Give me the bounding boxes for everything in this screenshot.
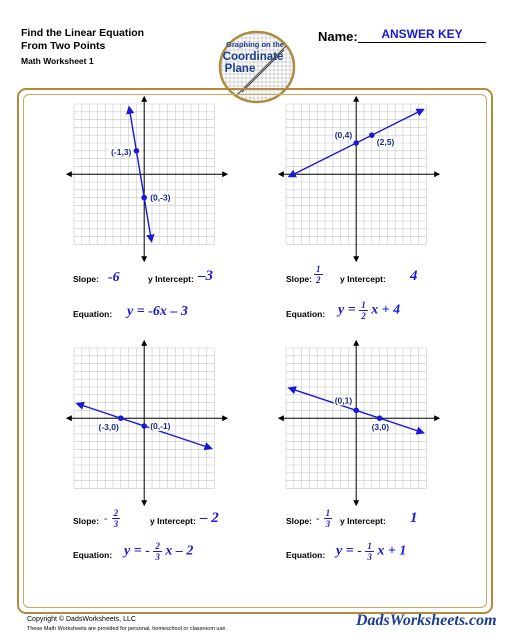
slope-value-2: [314, 264, 323, 285]
equation-body-1: -6x – 3: [148, 304, 188, 319]
slope-value-3: [104, 508, 120, 529]
title-line-1: Find the Linear Equation: [21, 27, 145, 39]
point-label: (-3,0): [98, 422, 119, 433]
slope-fraction-2: [314, 264, 323, 285]
intercept-value-1: –3: [198, 268, 213, 284]
data-point: [141, 423, 147, 429]
usage-note: These Math Worksheets are provided for personal, homeschool or classroom use.: [27, 626, 227, 632]
equation-value-4: [336, 541, 406, 562]
copyright-text: Copyright © DadsWorksheets, LLC: [27, 616, 136, 623]
equation-tail-2: x + 4: [371, 302, 401, 318]
worksheet-title: [21, 27, 144, 53]
equation-y-1: y =: [127, 304, 145, 319]
name-field[interactable]: ANSWER KEY: [358, 27, 486, 43]
coordinate-grid-4: [278, 340, 440, 506]
equation-numerator-4: 1: [367, 541, 372, 551]
point-label: (2,5): [376, 137, 395, 148]
equation-numerator-3: 2: [155, 541, 160, 551]
slope-label-4: Slope:: [286, 516, 312, 526]
equation-y-4: y =: [336, 543, 354, 559]
data-point: [377, 415, 383, 421]
data-point: [134, 148, 140, 154]
coordinate-grid-1: [66, 96, 228, 262]
equation-denominator-4: 3: [367, 552, 372, 562]
point-label: (0,1): [334, 395, 353, 406]
equation-value-3: [124, 541, 193, 562]
equation-value-2: [338, 300, 400, 321]
intercept-value-3: – 2: [200, 510, 219, 526]
slope-value-4: [316, 508, 332, 529]
data-point: [353, 140, 359, 146]
slope-denominator-4: 3: [325, 519, 331, 529]
name-label: Name:: [318, 29, 358, 44]
equation-tail-3: x – 2: [165, 543, 194, 559]
worksheet-subtitle: Math Worksheet 1: [21, 56, 94, 66]
logo-text-3: Plane: [224, 63, 256, 75]
title-line-2: From Two Points: [21, 40, 106, 52]
slope-fraction-4: [324, 508, 333, 529]
slope-value-1: -6: [108, 270, 120, 285]
point-label: (-1,3): [111, 146, 132, 157]
point-label: (3,0): [371, 422, 390, 433]
data-point: [353, 408, 359, 414]
equation-tail-4: x + 1: [377, 543, 407, 559]
brand-logo[interactable]: DadsWorksheets.com: [356, 612, 497, 629]
intercept-label-3: y Intercept:: [150, 516, 196, 526]
point-label: (0,-1): [150, 421, 171, 431]
slope-label-1: Slope:: [73, 274, 99, 284]
slope-label-2: Slope:: [286, 274, 312, 284]
equation-label-3: Equation:: [73, 550, 113, 560]
equation-sign-4: -: [357, 543, 362, 559]
equation-denominator-3: 3: [155, 552, 160, 562]
intercept-label-2: y Intercept:: [340, 274, 386, 284]
data-point: [369, 132, 375, 138]
slope-numerator-4: 1: [325, 508, 331, 518]
equation-fraction-2: [359, 300, 368, 321]
equation-y-3: y =: [124, 543, 142, 559]
slope-denominator-2: 2: [316, 275, 321, 285]
equation-value-1: [127, 304, 188, 320]
slope-sign-4: -: [316, 512, 320, 525]
slope-fraction-3: [112, 508, 121, 529]
intercept-label-1: y Intercept:: [148, 274, 194, 284]
equation-numerator-2: 1: [361, 300, 366, 310]
equation-fraction-4: [365, 541, 374, 562]
slope-label-3: Slope:: [73, 516, 99, 526]
data-point: [141, 195, 147, 201]
equation-label-4: Equation:: [286, 550, 326, 560]
equation-sign-3: -: [145, 543, 150, 559]
slope-numerator-3: 2: [113, 508, 119, 518]
intercept-value-2: 4: [410, 268, 418, 284]
equation-denominator-2: 2: [361, 311, 366, 321]
intercept-value-4: 1: [410, 510, 418, 526]
equation-label-1: Equation:: [73, 309, 113, 319]
coordinate-grid-2: [278, 96, 440, 262]
point-label: (0,-3): [150, 192, 171, 203]
equation-label-2: Equation:: [286, 309, 326, 319]
slope-sign-3: -: [104, 512, 108, 525]
intercept-label-4: y Intercept:: [340, 516, 386, 526]
coordinate-grid-3: [66, 340, 228, 506]
equation-fraction-3: [153, 541, 162, 562]
logo-text-1: Graphing on the: [226, 40, 284, 49]
point-label: (0,4): [334, 130, 353, 140]
slope-numerator-2: 1: [316, 264, 321, 274]
equation-y-2: y =: [338, 302, 356, 318]
logo-text-2: Coordinate: [222, 51, 284, 63]
slope-denominator-3: 3: [113, 519, 119, 529]
data-point: [118, 415, 124, 421]
